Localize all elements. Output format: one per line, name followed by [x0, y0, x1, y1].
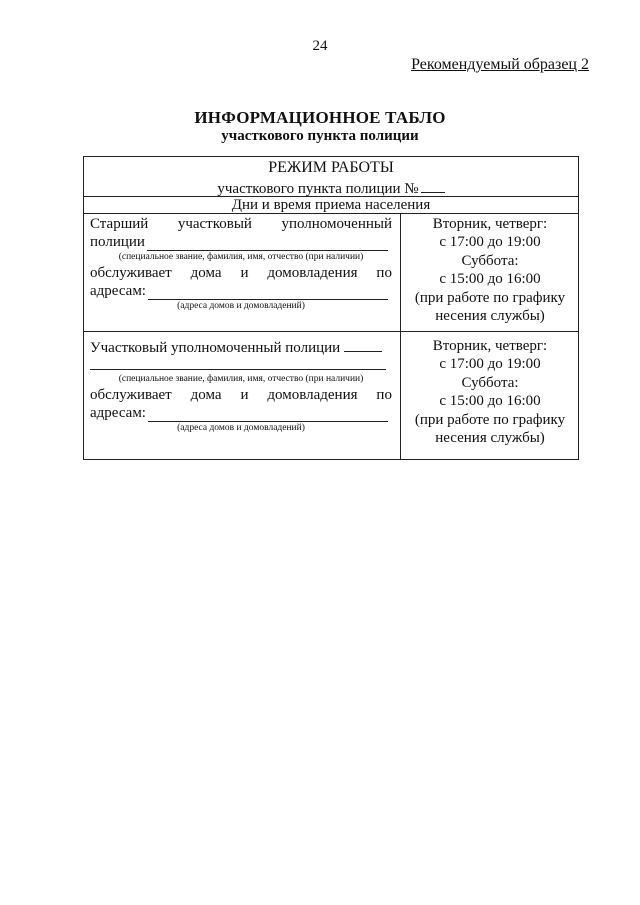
address-line [90, 282, 392, 300]
officer-name-line [90, 233, 392, 251]
schedule-note-cont: несения службы) [435, 308, 545, 325]
address-label: адресам: [90, 405, 146, 421]
schedule-note-cont: несения службы) [435, 430, 545, 447]
schedule-saturday-time: с 15:00 до 16:00 [439, 271, 541, 288]
word: обслуживает [90, 387, 172, 403]
row-divider [84, 331, 578, 332]
word: по [376, 387, 392, 403]
officer-block [90, 337, 392, 435]
serves-line [90, 386, 392, 404]
board-header-station-text: участкового пункта полиции № [217, 181, 419, 197]
word: и [240, 265, 249, 281]
word: обслуживает [90, 265, 172, 281]
schedule-saturday: Суббота: [461, 374, 519, 391]
reception-schedule-2 [402, 337, 578, 447]
reception-schedule-1 [402, 215, 578, 325]
sample-label: Рекомендуемый образец 2 [411, 56, 589, 73]
word: и [240, 387, 249, 403]
word: дома [190, 387, 222, 403]
document-subtitle: участкового пункта полиции [221, 128, 419, 144]
word: уполномоченный [281, 216, 392, 232]
police-label: полиции [90, 234, 145, 250]
schedule-time: с 17:00 до 19:00 [439, 356, 541, 373]
officer-name-line [90, 355, 392, 373]
station-number-blank [421, 178, 445, 193]
schedule-saturday: Суббота: [461, 252, 519, 269]
officer-name-hint: (специальное звание, фамилия, имя, отчество (при наличии) [118, 374, 364, 384]
board-header-schedule: Дни и время приема населения [231, 197, 431, 213]
officer-name-blank [147, 236, 388, 251]
address-line [90, 404, 392, 422]
word: дома [190, 265, 222, 281]
officer-title-line [90, 337, 392, 355]
word: домовладения [267, 387, 358, 403]
schedule-note: (при работе по графику [414, 411, 566, 428]
document-title: ИНФОРМАЦИОННОЕ ТАБЛО [194, 108, 446, 127]
address-hint: (адреса домов и домовладений) [177, 301, 305, 311]
address-hint: (адреса домов и домовладений) [177, 423, 305, 433]
address-blank [148, 285, 388, 300]
address-blank [148, 407, 388, 422]
officer-name-blank [90, 355, 386, 370]
officer-name-hint: (специальное звание, фамилия, имя, отчество (при наличии) [118, 252, 364, 262]
column-divider [400, 213, 401, 459]
schedule-saturday-time: с 15:00 до 16:00 [439, 393, 541, 410]
officer-title-line [90, 215, 392, 233]
address-label: адресам: [90, 283, 146, 299]
officer-blank [344, 337, 382, 352]
board-header-station [84, 178, 578, 198]
word: домовладения [267, 265, 358, 281]
officer-block-senior [90, 215, 392, 313]
schedule-days: Вторник, четверг: [432, 338, 548, 354]
officer-title: Участковый уполномоченный полиции [90, 340, 341, 356]
word: Старший [90, 216, 149, 232]
schedule-days: Вторник, четверг: [432, 216, 548, 232]
word: по [376, 265, 392, 281]
board-header-mode: РЕЖИМ РАБОТЫ [268, 159, 394, 176]
divider [84, 213, 578, 214]
word: участковый [177, 216, 252, 232]
schedule-note: (при работе по графику [414, 289, 566, 306]
schedule-time: с 17:00 до 19:00 [439, 234, 541, 251]
page-number: 24 [312, 38, 328, 54]
information-board-table [83, 156, 579, 460]
serves-line [90, 264, 392, 282]
